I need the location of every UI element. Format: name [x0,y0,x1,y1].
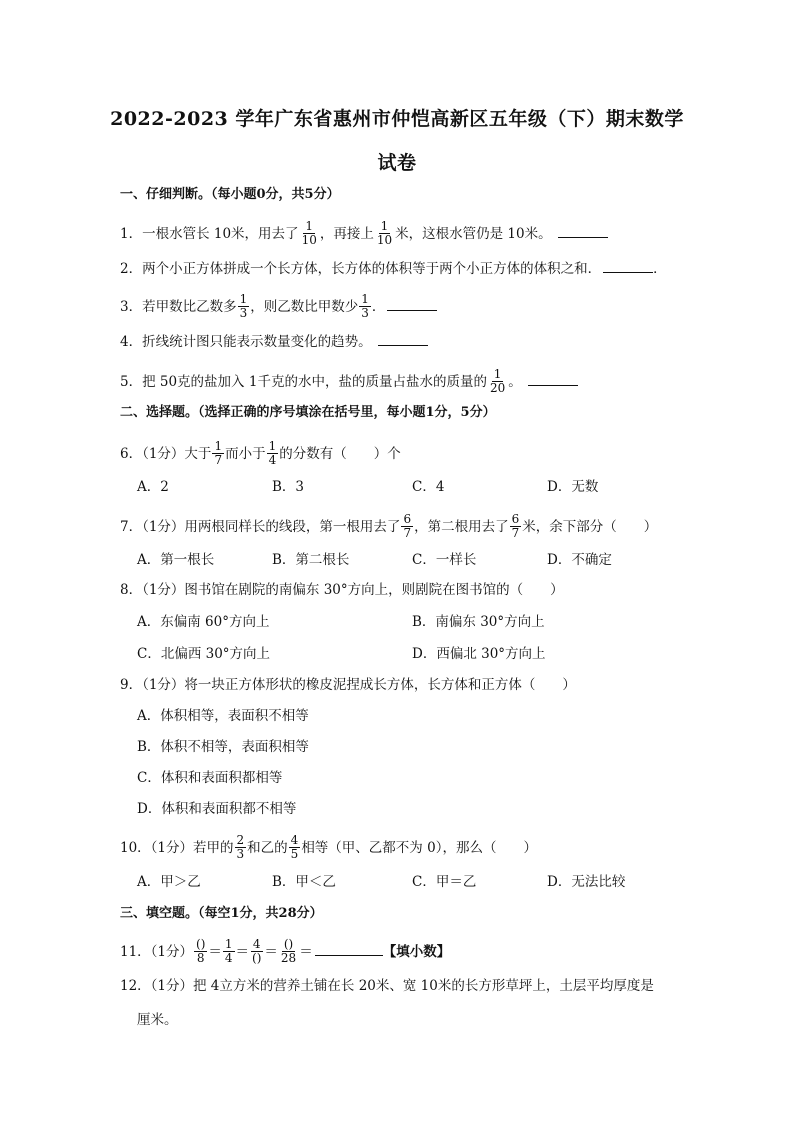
fraction: $\frac{4}{()}$ [252,937,262,965]
fraction: $\frac{()}{8}$ [196,937,206,965]
question-12-line1: 12．（1分）把 4立方米的营养土铺在长 20米、宽 10米的长方形草坪上，土层平均厚度是 [120,978,654,994]
q10-option-d[interactable]: D．无法比较 [547,874,626,890]
answer-blank[interactable] [528,371,578,386]
fraction: $\frac{2}{3}$ [236,833,245,861]
answer-blank[interactable] [378,331,428,346]
fraction: $\frac{1}{10}$ [301,219,317,247]
q9-option-b[interactable]: B．体积不相等，表面积相等 [137,739,309,755]
q9-option-c[interactable]: C．体积和表面积都相等 [137,770,283,786]
question-1: 1．一根水管长 10米，用去了 $\frac{1}{10}$ ，再接上 $\frac{1}{10}$ 米，这根水管仍是 10米。 [120,221,608,248]
question-9: 9．（1分）将一块正方体形状的橡皮泥捏成长方体，长方体和正方体（ ） [120,677,576,693]
fraction: $\frac{1}{20}$ [489,367,506,395]
fraction: $\frac{1}{4}$ [268,439,277,467]
fraction: $\frac{4}{5}$ [290,833,299,861]
q7-option-c[interactable]: C．一样长 [412,552,477,568]
q9-option-a[interactable]: A．体积相等，表面积不相等 [137,708,309,724]
answer-blank[interactable] [558,223,608,238]
section2-heading: 二、选择题。（选择正确的序号填涂在括号里，每小题1分，5分） [120,405,496,420]
fraction: $\frac{1}{7}$ [214,439,223,467]
fraction: $\frac{1}{4}$ [224,937,233,965]
answer-blank[interactable] [387,296,437,311]
q10-option-b[interactable]: B．甲＜乙 [272,874,336,890]
section1-heading: 一、仔细判断。（每小题0分，共5分） [120,187,340,202]
fraction: $\frac{1}{3}$ [361,292,369,320]
question-3: 3．若甲数比乙数多 $\frac{1}{3}$ ，则乙数比甲数少 $\frac{1}{3}$ ． [120,294,437,321]
question-4: 4．折线统计图只能表示数量变化的趋势。 [120,331,428,352]
question-5: 5．把 50克的盐加入 1千克的水中，盐的质量占盐水的质量的 $\frac{1}{20}$ 。 [120,369,578,396]
question-6: 6．（1分）大于 $\frac{1}{7}$ 而小于 $\frac{1}{4}$ 的分数有（ ）个 [120,439,401,467]
question-8: 8．（1分）图书馆在剧院的南偏东 30°方向上，则剧院在图书馆的（ ） [120,582,564,598]
q8-option-b[interactable]: B．南偏东 30°方向上 [412,614,545,630]
fraction: $\frac{()}{28}$ [280,937,297,965]
fraction: $\frac{1}{10}$ [376,219,393,247]
q8-option-a[interactable]: A．东偏南 60°方向上 [137,614,270,630]
q8-option-c[interactable]: C．北偏西 30°方向上 [137,646,271,662]
question-10: 10．（1分）若甲的 $\frac{2}{3}$ 和乙的 $\frac{4}{5}$ 相等（甲、乙都不为 0），那么（ ） [120,833,537,861]
question-11: 11．（1分） $\frac{()}{8}$ ＝ $\frac{1}{4}$ ＝ $\frac{4}{()}$ ＝ $\frac{()}{28}$ ＝ 【填小数】 [120,937,451,965]
answer-blank[interactable] [315,941,383,956]
question-12-line2: 厘米。 [137,1012,178,1028]
q9-option-d[interactable]: D．体积和表面积都不相等 [137,801,297,817]
q10-option-a[interactable]: A．甲＞乙 [137,874,201,890]
q6-option-b[interactable]: B．3 [272,479,305,495]
q6-option-d[interactable]: D．无数 [547,479,599,495]
exam-title-line2: 试卷 [377,152,417,174]
fraction: $\frac{1}{3}$ [239,292,248,320]
question-7: 7．（1分）用两根同样长的线段，第一根用去了 $\frac{6}{7}$ ，第二根用去了 $\frac{6}{7}$ 米，余下部分（ ） [120,512,658,540]
exam-title-line1: 2022-2023 学年广东省惠州市仲恺高新区五年级（下）期末数学 [110,108,684,130]
section3-heading: 三、填空题。（每空1分，共28分） [120,906,323,921]
q7-option-d[interactable]: D．不确定 [547,552,612,568]
q10-option-c[interactable]: C．甲＝乙 [412,874,477,890]
fraction: $\frac{6}{7}$ [511,512,520,540]
fraction: $\frac{6}{7}$ [403,512,412,540]
q6-option-a[interactable]: A．2 [137,479,169,495]
q6-option-c[interactable]: C．4 [412,479,445,495]
q8-option-d[interactable]: D．西偏北 30°方向上 [412,646,546,662]
q7-option-a[interactable]: A．第一根长 [137,552,215,568]
answer-blank[interactable] [603,258,653,273]
q7-option-b[interactable]: B．第二根长 [272,552,350,568]
question-2: 2．两个小正方体拼成一个长方体，长方体的体积等于两个小正方体的体积之和． ． [120,258,667,279]
